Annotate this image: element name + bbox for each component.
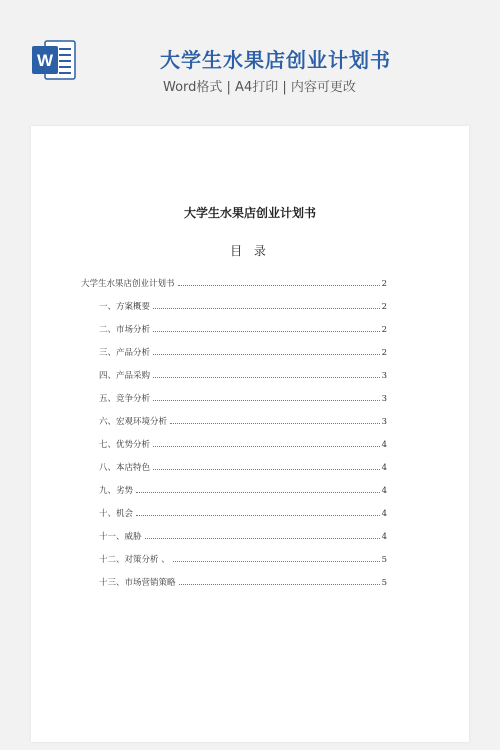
toc-entry-page: 2 <box>381 302 387 312</box>
toc-entry[interactable] <box>99 438 387 450</box>
toc-entry[interactable] <box>99 484 387 496</box>
toc-entry-label: 十二、对策分析 、 <box>99 555 170 565</box>
toc-leader-dots <box>153 354 380 355</box>
toc-entry-page: 4 <box>381 532 387 542</box>
toc-entry[interactable] <box>99 300 387 312</box>
toc-leader-dots <box>153 308 380 309</box>
toc-entry[interactable] <box>99 415 387 427</box>
header <box>0 0 500 115</box>
toc-entry-label: 十一、威胁 <box>99 532 142 542</box>
toc-entry[interactable] <box>99 346 387 358</box>
toc-entry-page: 2 <box>381 325 387 335</box>
toc-entry[interactable] <box>81 277 387 289</box>
toc-entry-page: 3 <box>381 394 387 404</box>
toc-entry[interactable] <box>99 530 387 542</box>
toc-entry[interactable] <box>99 369 387 381</box>
toc-entry-page: 2 <box>381 348 387 358</box>
toc-heading: 目 录 <box>230 244 270 258</box>
toc-entry-label: 五、竞争分析 <box>99 394 151 404</box>
toc-leader-dots <box>136 515 380 516</box>
header-subtitle: Word格式 | A4打印 | 内容可更改 <box>163 80 356 95</box>
toc-entry-label: 大学生水果店创业计划书 <box>81 279 175 289</box>
toc-leader-dots <box>136 492 380 493</box>
toc-entry-page: 4 <box>381 509 387 519</box>
document-title: 大学生水果店创业计划书 <box>183 206 316 220</box>
toc-entry-label: 八、本店特色 <box>99 463 151 473</box>
toc-entry[interactable] <box>99 507 387 519</box>
document-page <box>31 126 469 742</box>
toc-entry-page: 3 <box>381 417 387 427</box>
toc-leader-dots <box>145 538 380 539</box>
toc-leader-dots <box>153 469 380 470</box>
toc-entry[interactable] <box>99 323 387 335</box>
toc-entry-label: 九、劣势 <box>99 486 134 496</box>
toc-leader-dots <box>173 561 380 562</box>
toc-entry[interactable] <box>99 461 387 473</box>
toc-entry[interactable] <box>99 576 387 588</box>
toc-entry-page: 4 <box>381 440 387 450</box>
toc-entry-page: 3 <box>381 371 387 381</box>
header-title: 大学生水果店创业计划书 <box>160 48 391 72</box>
word-icon-letter: W <box>36 51 54 70</box>
toc-leader-dots <box>170 423 380 424</box>
toc-entry-label: 一、方案概要 <box>99 302 151 312</box>
toc-leader-dots <box>153 446 380 447</box>
toc-entry-label: 七、优势分析 <box>99 440 151 450</box>
toc-entry-page: 5 <box>381 578 387 588</box>
toc-entry-label: 六、宏观环境分析 <box>99 417 168 427</box>
toc-entry[interactable] <box>99 553 387 565</box>
toc-entry-page: 5 <box>381 555 387 565</box>
toc-leader-dots <box>179 584 380 585</box>
toc-entry-label: 十三、市场营销策略 <box>99 578 176 588</box>
toc-leader-dots <box>153 400 380 401</box>
word-icon <box>31 38 79 82</box>
toc-entry-page: 4 <box>381 463 387 473</box>
toc-entry-page: 4 <box>381 486 387 496</box>
toc-entry-label: 十、机会 <box>99 509 134 519</box>
toc-entry-label: 三、产品分析 <box>99 348 151 358</box>
toc-entry-page: 2 <box>381 279 387 289</box>
toc-leader-dots <box>178 285 380 286</box>
toc-entry-label: 二、市场分析 <box>99 325 151 335</box>
toc-entry[interactable] <box>99 392 387 404</box>
toc-leader-dots <box>153 331 380 332</box>
toc-leader-dots <box>153 377 380 378</box>
toc-entry-label: 四、产品采购 <box>99 371 151 381</box>
